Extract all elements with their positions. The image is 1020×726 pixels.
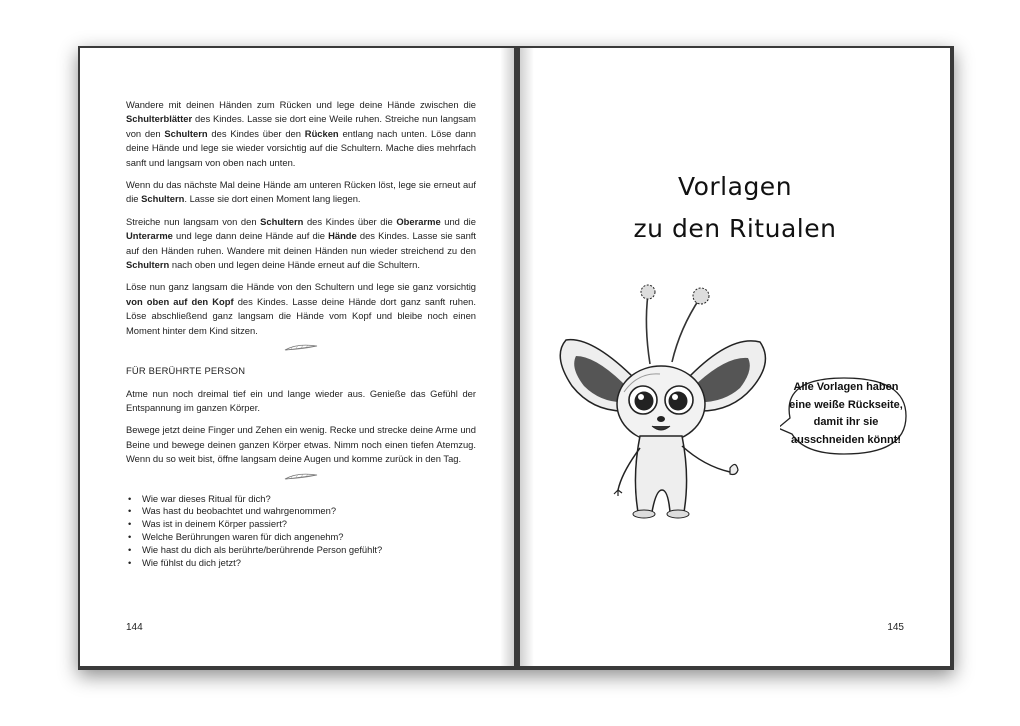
paragraph-4 — [126, 280, 476, 338]
list-item: • Welche Berührungen waren für dich angenehm? — [126, 531, 476, 544]
section-paragraph-2: Bewege jetzt deine Finger und Zehen ein wenig. Recke und strecke deine Arme und Beine und bewege deinen ganzen Körper etwas. Nimm noch einen tiefen Atemzug. Wenn du so weit bist, öffne langsam deine Augen und komme zurück in den Tag. — [126, 424, 476, 465]
paragraph-3 — [126, 215, 476, 273]
list-item: • Was hast du beobachtet und wahrgenommen? — [126, 505, 476, 518]
right-page — [520, 48, 950, 666]
page-number-right: 145 — [887, 622, 904, 633]
text-run: Wenn du das nächste Mal deine Hände am unteren Rücken löst, lege sie erneut auf die — [126, 179, 476, 205]
left-page — [80, 48, 514, 666]
text-run: des Kindes. Lasse deine Hände dort ganz sanft ruhen. Löse abschließend ganz langsam die Hände vom Kopf und bleibe noch einen Moment hinter dem Kind sitzen. — [126, 295, 476, 336]
speech-bubble-text — [784, 379, 908, 449]
page-number-left: 144 — [126, 622, 143, 633]
page-title-line1: Vorlagen — [677, 172, 793, 201]
page-title-line2: zu den Ritualen — [633, 214, 837, 243]
list-item: • Wie fühlst du dich jetzt? — [126, 557, 476, 570]
text-run: und die — [440, 215, 476, 227]
open-book — [78, 46, 954, 670]
bold-term: Rücken — [304, 127, 339, 139]
text-run: Streiche nun langsam von den — [126, 215, 261, 227]
bold-term: Hände — [328, 230, 357, 242]
reflection-questions — [126, 493, 476, 570]
bubble-line: ausschneiden könnt! — [790, 433, 902, 446]
text-run: des Kindes über den — [207, 127, 305, 139]
feather-icon — [126, 342, 476, 354]
section-paragraph-1: Atme nun noch dreimal tief ein und lange wieder aus. Genieße das Gefühl der Entspannung im ganzen Körper. — [126, 387, 476, 413]
feather-icon — [126, 471, 476, 483]
list-item: • Wie hast du dich als berührte/berührende Person gefühlt? — [126, 544, 476, 557]
text-run: des Kindes. Lasse sie sanft auf den Händen ruhen. Wandere mit deinen Händen nun wieder streichend zu den — [126, 230, 476, 256]
bold-term: Schulterblätter — [126, 113, 193, 125]
ritual-paragraphs — [126, 98, 476, 338]
bold-term: von oben auf den Kopf — [126, 295, 234, 307]
gutter-shadow — [520, 48, 534, 666]
text-run: Löse nun ganz langsam die Hände von den Schultern und lege sie ganz vorsichtig — [126, 281, 476, 293]
paragraph-2 — [126, 178, 476, 207]
text-run: nach oben und legen deine Hände erneut auf die Schultern. — [169, 259, 420, 271]
bubble-line: eine weiße Rückseite, — [789, 398, 903, 411]
bold-term: Unterarme — [126, 230, 173, 242]
bold-term: Schultern — [164, 127, 208, 139]
text-run: Wandere mit deinen Händen zum Rücken und lege deine Hände zwischen die — [126, 99, 476, 110]
text-run: des Kindes über die — [303, 215, 397, 227]
list-item: • Wie war dieses Ritual für dich? — [126, 493, 476, 506]
bold-term: Schultern — [126, 259, 170, 271]
text-run: und lege dann deine Hände auf die — [172, 230, 329, 242]
bold-term: Schultern — [260, 215, 304, 227]
section-heading: FÜR BERÜHRTE PERSON — [126, 365, 246, 377]
bubble-line: Alle Vorlagen haben — [793, 381, 899, 393]
list-item: • Was ist in deinem Körper passiert? — [126, 518, 476, 531]
left-page-text — [126, 98, 476, 569]
text-run: entlang nach unten. Löse dann deine Hände und lege sie wieder vorsichtig auf die Schultern. Mache dies mehrfach sanft und langsam von oben nach unten. — [126, 127, 476, 168]
text-run: . Lasse sie dort einen Moment lang liegen. — [184, 193, 361, 205]
text-run: des Kindes. Lasse sie dort eine Weile ruhen. Streiche nun langsam von den — [126, 113, 476, 139]
gutter-shadow — [500, 48, 514, 666]
bold-term: Schultern — [141, 193, 185, 205]
bold-term: Oberarme — [396, 215, 441, 227]
paragraph-1 — [126, 98, 476, 170]
bubble-line: damit ihr sie — [813, 416, 879, 428]
